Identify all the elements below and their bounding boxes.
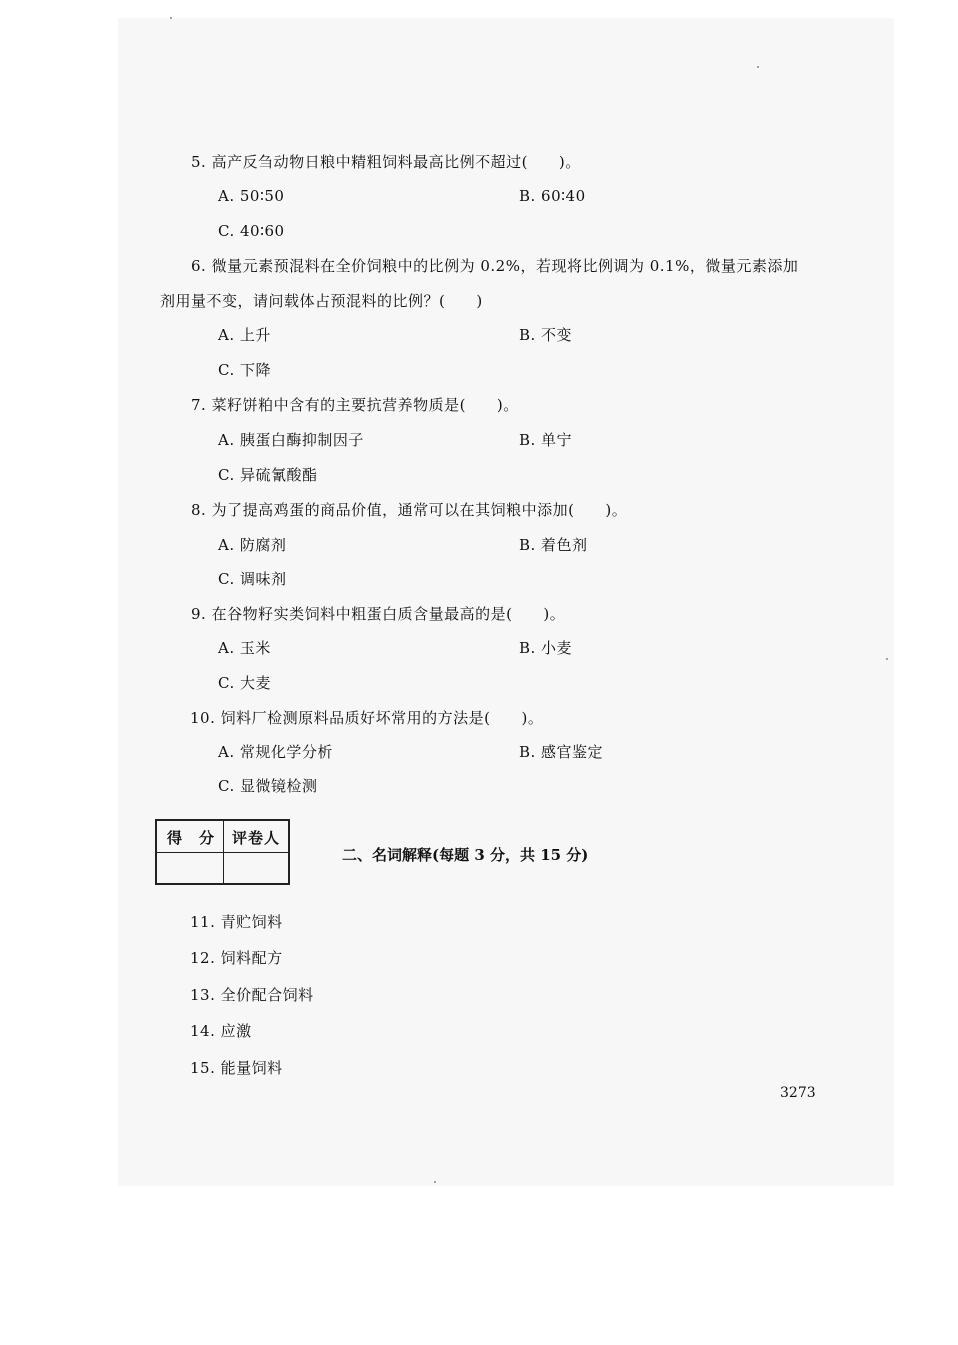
term-13: 13. 全价配合饲料 (190, 986, 314, 1004)
section-2-title: 二、名词解释(每题 3 分，共 15 分) (342, 846, 589, 864)
question-6-option-c: C. 下降 (218, 361, 271, 379)
question-10-stem: 10. 饲料厂检测原料品质好坏常用的方法是( )。 (190, 709, 544, 727)
question-6-stem-line2: 剂用量不变，请问载体占预混料的比例？( ) (160, 292, 483, 310)
question-5-option-c: C. 40∶60 (218, 222, 285, 240)
grader-header: 评卷人 (232, 829, 281, 847)
question-8-option-b: B. 着色剂 (519, 536, 588, 554)
question-7-option-a: A. 胰蛋白酶抑制因子 (218, 431, 364, 449)
question-6-option-a: A. 上升 (218, 326, 271, 344)
term-15: 15. 能量饲料 (190, 1059, 283, 1077)
term-11: 11. 青贮饲料 (190, 913, 283, 931)
question-5-stem: 5. 高产反刍动物日粮中精粗饲料最高比例不超过( )。 (191, 153, 581, 171)
question-8-stem: 8. 为了提高鸡蛋的商品价值，通常可以在其饲粮中添加( )。 (191, 501, 628, 519)
question-10-option-a: A. 常规化学分析 (218, 743, 333, 761)
score-table-column-divider (223, 821, 224, 883)
question-10-option-b: B. 感官鉴定 (519, 743, 604, 761)
question-5-option-b: B. 60∶40 (519, 187, 586, 205)
term-12: 12. 饲料配方 (190, 949, 283, 967)
question-7-option-c: C. 异硫氰酸酯 (218, 466, 318, 484)
scan-speck (170, 17, 172, 19)
question-9-option-b: B. 小麦 (519, 639, 573, 657)
question-8-option-c: C. 调味剂 (218, 570, 287, 588)
scan-speck (886, 658, 888, 660)
question-7-option-b: B. 单宁 (519, 431, 573, 449)
question-9-option-c: C. 大麦 (218, 674, 271, 692)
scan-speck (434, 1181, 436, 1183)
score-header: 得 分 (167, 829, 216, 847)
term-14: 14. 应激 (190, 1022, 252, 1040)
question-9-option-a: A. 玉米 (218, 639, 271, 657)
question-9-stem: 9. 在谷物籽实类饲料中粗蛋白质含量最高的是( )。 (191, 605, 566, 623)
question-6-option-b: B. 不变 (519, 326, 573, 344)
score-table (155, 819, 290, 885)
question-6-stem-line1: 6. 微量元素预混料在全价饲粮中的比例为 0.2%，若现将比例调为 0.1%，微量元素添加 (191, 257, 799, 275)
scan-speck (757, 66, 759, 68)
question-8-option-a: A. 防腐剂 (218, 536, 287, 554)
question-5-option-a: A. 50∶50 (218, 187, 285, 205)
question-10-option-c: C. 显微镜检测 (218, 777, 318, 795)
question-7-stem: 7. 菜籽饼粕中含有的主要抗营养物质是( )。 (191, 396, 519, 414)
page-code: 3273 (780, 1085, 816, 1101)
